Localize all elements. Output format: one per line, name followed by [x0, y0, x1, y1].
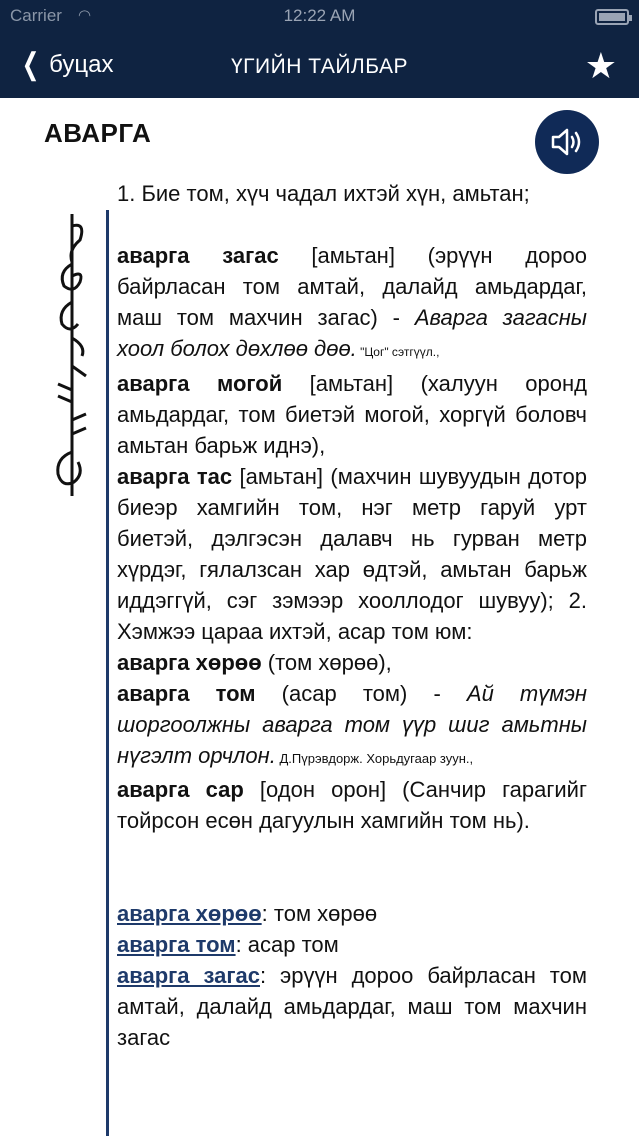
sub-entry: аварга тас [амьтан] (махчин шувуудын дотор биеэр хамгийн том, нэг метр гаруй урт биетэй, дэлгэсэн далавч нь гурван метр хүрдэг, гялалзсан хар өдтэй, амьтан барьж иддэггүй, сэг зэмээр хооллодог шувуу); 2. Хэмжээ цараа ихтэй, асар том юм: [117, 464, 587, 644]
sub-entry: аварга загас [амьтан] (эрүүн дороо байрласан том амтай, далайд амьдардаг, маш том махчин загас) - Аварга загасны хоол болох дөхлөө дөө. "Цог" сэтгүүл., [117, 243, 588, 361]
sub-entry: аварга хөрөө (том хөрөө), [117, 650, 392, 675]
related-item: аварга том: асар том [117, 932, 339, 957]
definition-body [117, 178, 587, 1053]
sub-entry-term: аварга загас [117, 243, 279, 268]
chevron-left-icon: ❮ [21, 48, 40, 81]
headword: АВАРГА [44, 118, 152, 148]
sub-entry: аварга могой [амьтан] (халуун оронд амьдардаг, том биетэй могой, хоргүй боловч амьтан барьж иднэ), [117, 371, 587, 458]
sub-entry: аварга том (асар том) - Ай түмэн шоргоолжны аварга том үүр шиг амьтны нүгэлт орчлон. Д.Пүрэвдорж. Хорьдугаар зуун., [117, 681, 587, 768]
content-area[interactable] [0, 98, 639, 1136]
back-label: буцах [49, 51, 114, 78]
margin-rule [106, 210, 109, 1136]
sub-entry: аварга сар [одон орон] (Санчир гарагийг тойрсон есөн дагуулын хамгийн том нь). [117, 777, 587, 833]
example-sentence: Ай түмэн шоргоолжны аварга том үүр шиг амьтны нүгэлт орчлон. [117, 681, 587, 768]
clock: 12:22 AM [283, 6, 356, 25]
related-term-link[interactable]: аварга загас [117, 963, 260, 988]
sub-entry-term: аварга том [117, 681, 256, 706]
related-item: аварга загас: эрүүн дороо байрласан том амтай, далайд амьдардаг, маш том махчин загас [117, 963, 588, 1050]
related-term-link[interactable]: аварга том [117, 932, 236, 957]
sub-entry-term: аварга могой [117, 371, 283, 396]
example-source: Д.Пүрэвдорж. Хорьдугаар зуун., [275, 751, 474, 766]
wifi-icon: ◠ [78, 7, 92, 24]
mongolian-script-image [50, 206, 94, 506]
example-source: "Цог" сэтгүүл., [356, 345, 440, 359]
carrier-label: Carrier [10, 6, 62, 25]
related-terms [117, 898, 587, 1053]
sub-entry-term: аварга сар [117, 777, 244, 802]
speaker-icon[interactable] [535, 110, 599, 174]
page-title: ҮГИЙН ТАЙЛБАР [230, 55, 409, 78]
navigation-bar [0, 36, 639, 98]
related-term-link[interactable]: аварга хөрөө [117, 901, 262, 926]
sense-one: 1. Бие том, хүч чадал ихтэй хүн, амьтан; [117, 181, 530, 206]
example-sentence: Аварга загасны хоол болох дөхлөө дөө. [117, 305, 587, 361]
related-item: аварга хөрөө: том хөрөө [117, 901, 378, 926]
sub-entry-term: аварга тас [117, 464, 233, 489]
star-icon[interactable]: ★ [584, 45, 617, 86]
sub-entry-term: аварга хөрөө [117, 650, 262, 675]
status-bar [0, 0, 639, 36]
battery-icon [595, 9, 629, 25]
